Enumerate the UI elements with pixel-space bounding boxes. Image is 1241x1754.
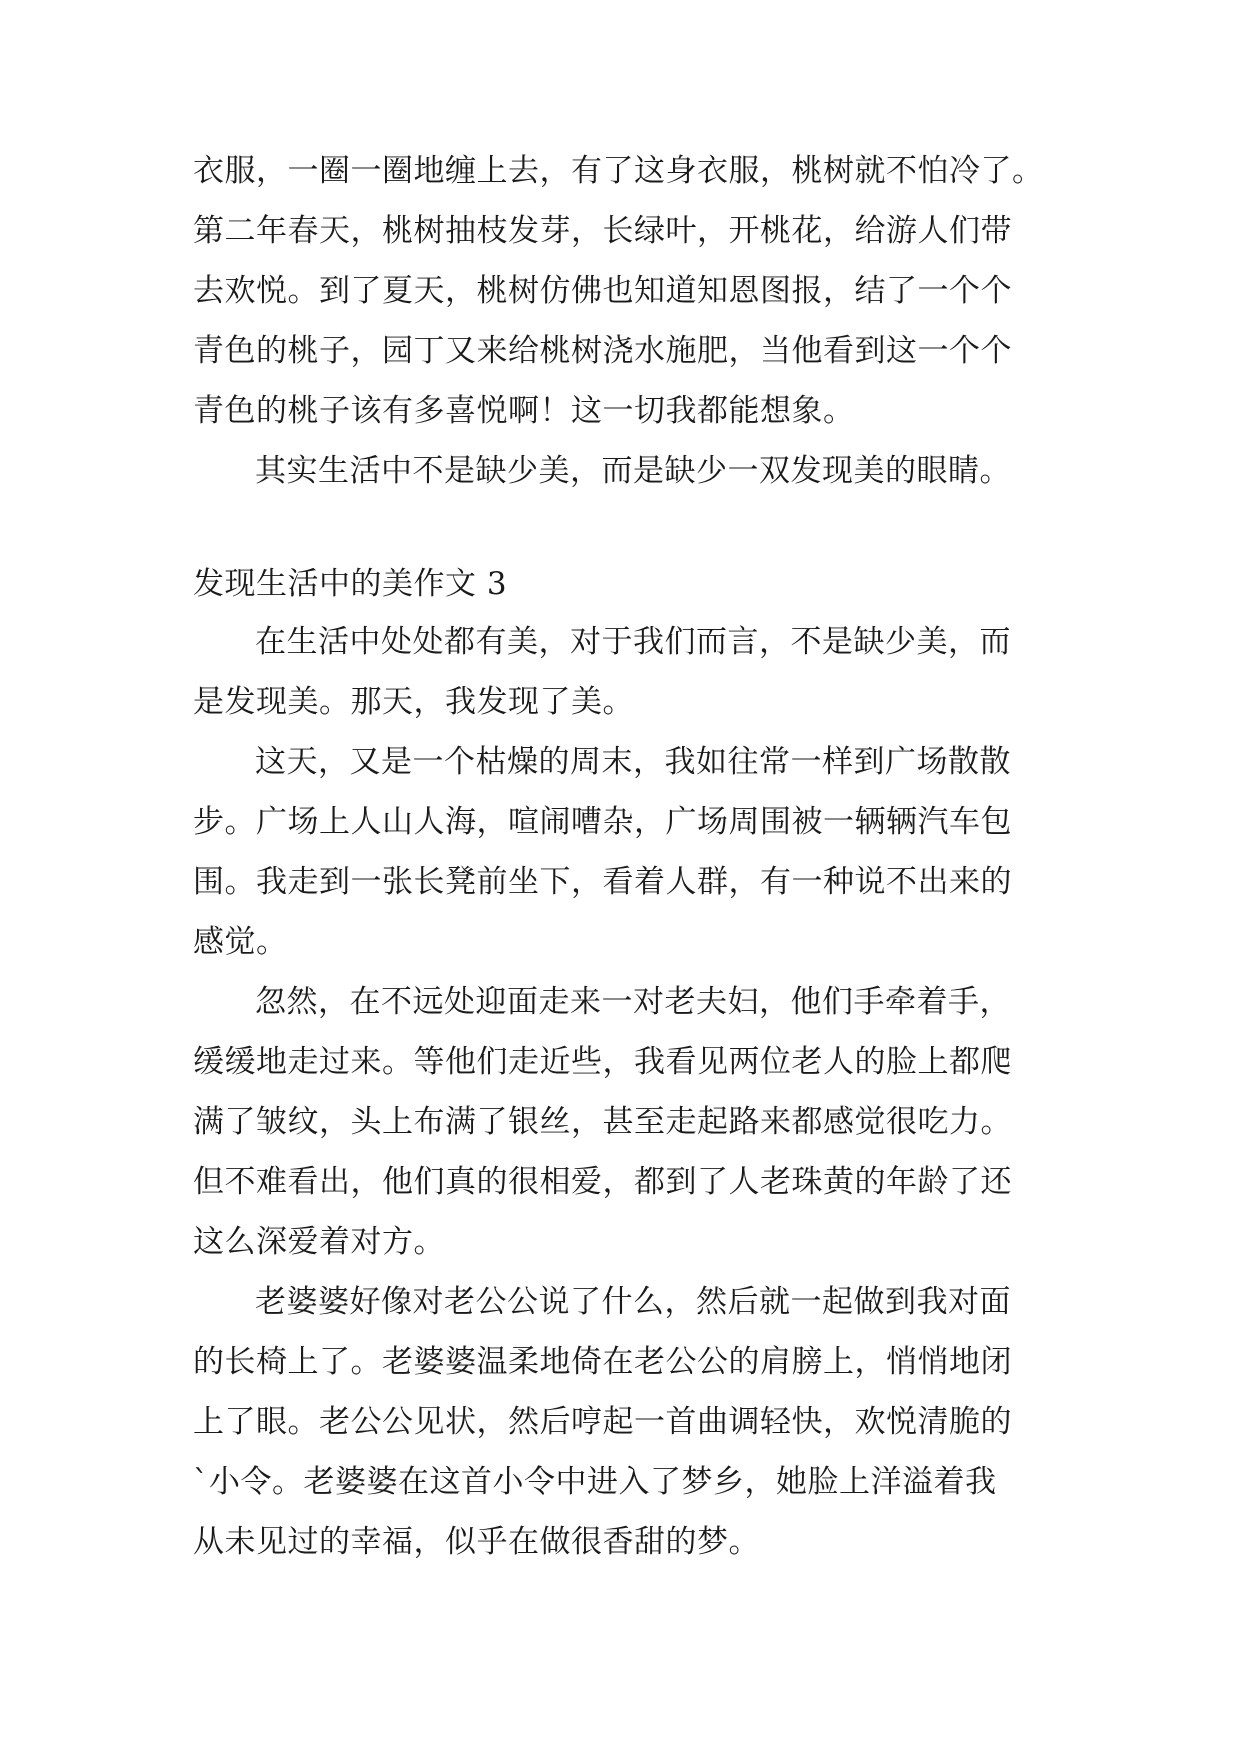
text-line: 感觉。 [193, 924, 288, 960]
text-line: 老婆婆好像对老公公说了什么，然后就一起做到我对面 [255, 1284, 1011, 1320]
text-line: `小令。老婆婆在这首小令中进入了梦乡，她脸上洋溢着我 [193, 1464, 997, 1500]
text-line: 步。广场上人山人海，喧闹嘈杂，广场周围被一辆辆汽车包 [193, 804, 1012, 840]
text-line: 忽然，在不远处迎面走来一对老夫妇，他们手牵着手， [255, 984, 1011, 1020]
text-line: 在生活中处处都有美，对于我们而言，不是缺少美，而 [255, 624, 1011, 660]
text-line: 青色的桃子该有多喜悦啊！这一切我都能想象。 [193, 393, 855, 429]
text-line: 的长椅上了。老婆婆温柔地倚在老公公的肩膀上，悄悄地闭 [193, 1344, 1012, 1380]
text-line: 去欢悦。到了夏天，桃树仿佛也知道知恩图报，结了一个个 [193, 273, 1012, 309]
section-heading: 发现生活中的美作文 3 [193, 566, 508, 602]
text-line: 缓缓地走过来。等他们走近些，我看见两位老人的脸上都爬 [193, 1044, 1012, 1080]
text-line: 上了眼。老公公见状，然后哼起一首曲调轻快，欢悦清脆的 [193, 1404, 1012, 1440]
text-line: 这么深爱着对方。 [193, 1224, 445, 1260]
text-line: 从未见过的幸福，似乎在做很香甜的梦。 [193, 1524, 760, 1560]
text-line: 这天，又是一个枯燥的周末，我如往常一样到广场散散 [255, 744, 1011, 780]
text-line: 是发现美。那天，我发现了美。 [193, 684, 634, 720]
text-line: 满了皱纹，头上布满了银丝，甚至走起路来都感觉很吃力。 [193, 1104, 1012, 1140]
text-line: 围。我走到一张长凳前坐下，看着人群，有一种说不出来的 [193, 864, 1012, 900]
text-line: 其实生活中不是缺少美，而是缺少一双发现美的眼睛。 [255, 453, 1011, 489]
text-line: 衣服，一圈一圈地缠上去，有了这身衣服，桃树就不怕冷了。 [193, 153, 1044, 189]
text-line: 第二年春天，桃树抽枝发芽，长绿叶，开桃花，给游人们带 [193, 213, 1012, 249]
text-line: 但不难看出，他们真的很相爱，都到了人老珠黄的年龄了还 [193, 1164, 1012, 1200]
text-line: 青色的桃子，园丁又来给桃树浇水施肥，当他看到这一个个 [193, 333, 1012, 369]
